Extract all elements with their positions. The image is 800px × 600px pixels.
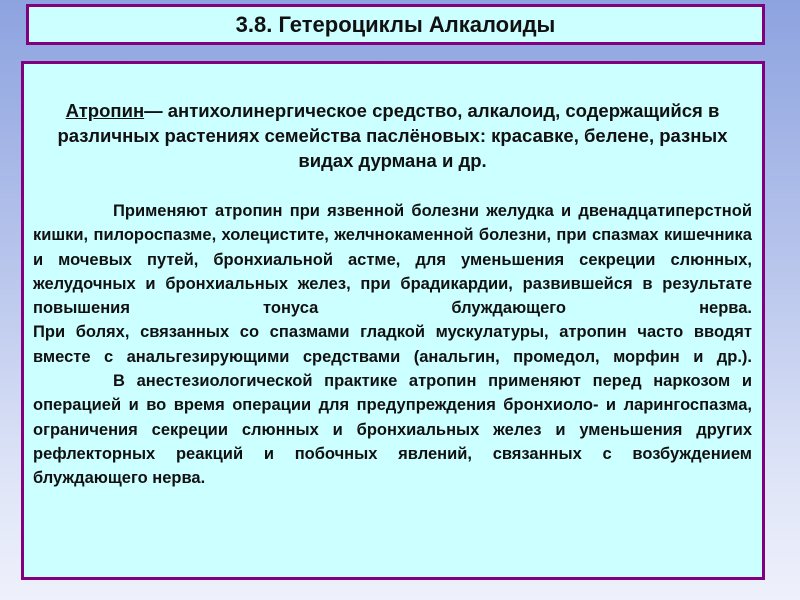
pain-paragraph: При болях, связанных со спазмами гладкой мускулатуры, атропин часто вводят вместе с анальгезирующими средствами (анальгин, промедол, морфин и др.).: [33, 323, 752, 366]
anesthesia-paragraph: В анестезиологической практике атропин применяют перед наркозом и операцией и во время операции для предупреждения бронхиоло- и ларингоспазма, ограничения секреции слюнных и бронхиальных желез и уменьшения других рефлекторных реакций и побочных явлений, связанных с возбуждением блуждающего нерва.: [33, 372, 752, 488]
usage-paragraph: Применяют атропин при язвенной болезни желудка и двенадцатиперстной кишки, пилороспазме, холецистите, желчнокаменной болезни, при спазмах кишечника и мочевых путей, бронхиальной астме, для уменьшения секреции слюнных, желудочных и бронхиальных желез, при брадикардии, развившейся в результате повышения тонуса блуждающего нерва.: [33, 202, 752, 318]
title-box: [26, 4, 765, 45]
spacer: [33, 173, 752, 199]
intro-paragraph: [33, 98, 752, 173]
slide-title: 3.8. Гетероциклы Алкалоиды: [235, 11, 556, 37]
intro-text: — антихолинергическое средство, алкалоид, содержащийся в различных растениях семейства паслёновых: красавке, белене, разных видах дурмана и др.: [57, 100, 728, 171]
content-box: [21, 61, 765, 580]
intro-term: Атропин: [65, 100, 145, 121]
